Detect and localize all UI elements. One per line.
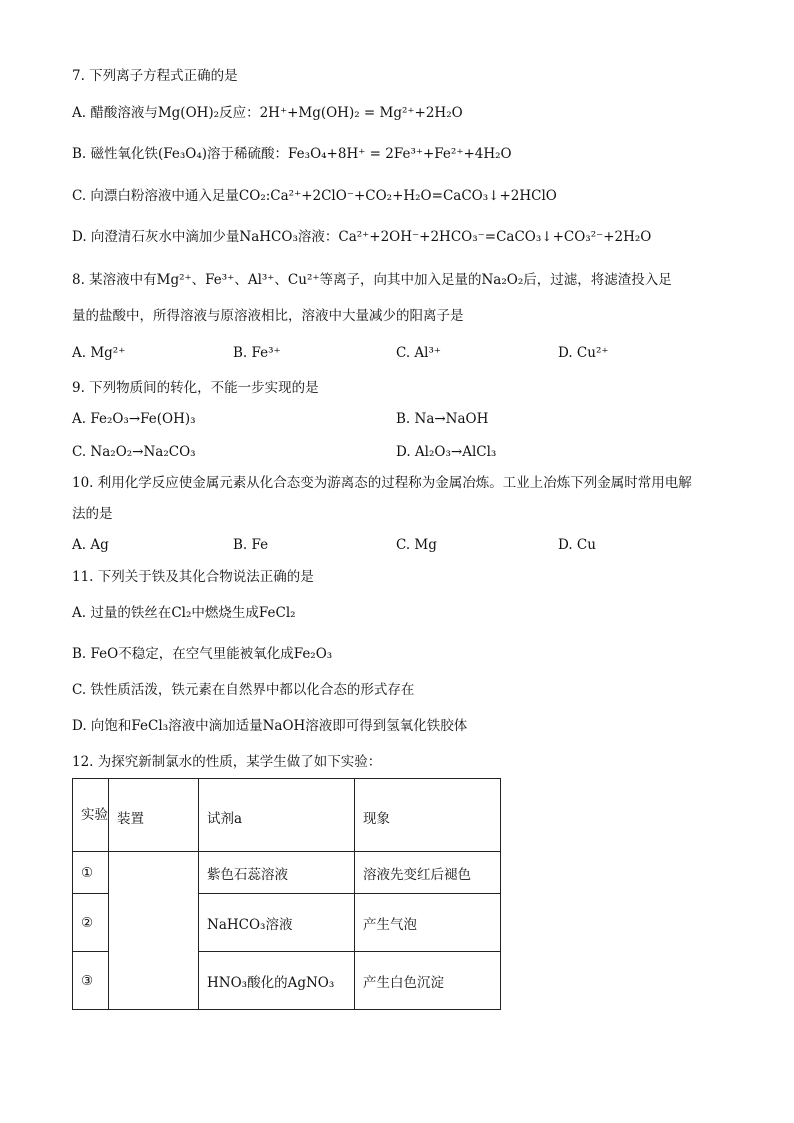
q10-option-a: A. Ag: [72, 537, 109, 553]
q11-option-b: B. FeO不稳定，在空气里能被氧化成Fe₂O₃: [72, 646, 333, 662]
q8-stem-line1: 8. 某溶液中有Mg²⁺、Fe³⁺、Al³⁺、Cu²⁺等离子，向其中加入足量的Na₂O₂后，过滤，将滤渣投入足: [72, 272, 672, 288]
row3-phenomenon: 产生白色沉淀: [355, 952, 501, 1010]
table-header-row: [73, 779, 501, 852]
q8-stem-line2: 量的盐酸中，所得溶液与原溶液相比，溶液中大量减少的阳离子是: [72, 308, 464, 324]
row3-reagent: HNO₃酸化的AgNO₃: [199, 952, 355, 1010]
experiment-table: [72, 778, 501, 1010]
q10-stem-line2: 法的是: [72, 506, 113, 522]
q8-option-b: B. Fe³⁺: [233, 345, 281, 361]
row1-no: ①: [73, 852, 109, 894]
row2-reagent: NaHCO₃溶液: [199, 894, 355, 952]
table-row: [73, 852, 501, 894]
header-reagent: 试剂a: [199, 779, 355, 852]
q9-option-d: D. Al₂O₃→AlCl₃: [396, 444, 497, 460]
row1-phenomenon: 溶液先变红后褪色: [355, 852, 501, 894]
q9-option-b: B. Na→NaOH: [396, 411, 489, 427]
q10-option-d: D. Cu: [558, 537, 596, 553]
row3-no: ③: [73, 952, 109, 1010]
header-apparatus: 装置: [109, 779, 199, 852]
q9-option-a: A. Fe₂O₃→Fe(OH)₃: [72, 411, 196, 427]
q7-option-c: C. 向漂白粉溶液中通入足量CO₂:Ca²⁺+2ClO⁻+CO₂+H₂O=CaCO₃↓+2HClO: [72, 188, 557, 204]
q7-option-a: A. 醋酸溶液与Mg(OH)₂反应：2H⁺+Mg(OH)₂ = Mg²⁺+2H₂O: [72, 105, 463, 121]
header-experiment: 实验: [73, 779, 109, 852]
q9-stem: 9. 下列物质间的转化，不能一步实现的是: [72, 380, 319, 396]
q11-option-c: C. 铁性质活泼，铁元素在自然界中都以化合态的形式存在: [72, 682, 415, 698]
q10-option-c: C. Mg: [396, 537, 437, 553]
row1-reagent: 紫色石蕊溶液: [199, 852, 355, 894]
q11-option-a: A. 过量的铁丝在Cl₂中燃烧生成FeCl₂: [72, 605, 296, 621]
q8-option-c: C. Al³⁺: [396, 345, 442, 361]
q10-stem-line1: 10. 利用化学反应使金属元素从化合态变为游离态的过程称为金属冶炼。工业上冶炼下列金属时常用电解: [72, 475, 692, 491]
q8-option-a: A. Mg²⁺: [72, 345, 126, 361]
q12-stem: 12. 为探究新制氯水的性质，某学生做了如下实验：: [72, 754, 382, 770]
row2-no: ②: [73, 894, 109, 952]
q9-option-c: C. Na₂O₂→Na₂CO₃: [72, 444, 196, 460]
header-phenomenon: 现象: [355, 779, 501, 852]
row2-phenomenon: 产生气泡: [355, 894, 501, 952]
apparatus-cell: [109, 852, 199, 1010]
q11-option-d: D. 向饱和FeCl₃溶液中滴加适量NaOH溶液即可得到氢氧化铁胶体: [72, 718, 468, 734]
q10-option-b: B. Fe: [233, 537, 269, 553]
q7-option-d: D. 向澄清石灰水中滴加少量NaHCO₃溶液：Ca²⁺+2OH⁻+2HCO₃⁻=CaCO₃↓+CO₃²⁻+2H₂O: [72, 229, 652, 245]
q11-stem: 11. 下列关于铁及其化合物说法正确的是: [72, 569, 314, 585]
q7-option-b: B. 磁性氧化铁(Fe₃O₄)溶于稀硫酸：Fe₃O₄+8H⁺ = 2Fe³⁺+Fe²⁺+4H₂O: [72, 146, 512, 162]
q7-stem: 7. 下列离子方程式正确的是: [72, 68, 238, 84]
q8-option-d: D. Cu²⁺: [558, 345, 609, 361]
